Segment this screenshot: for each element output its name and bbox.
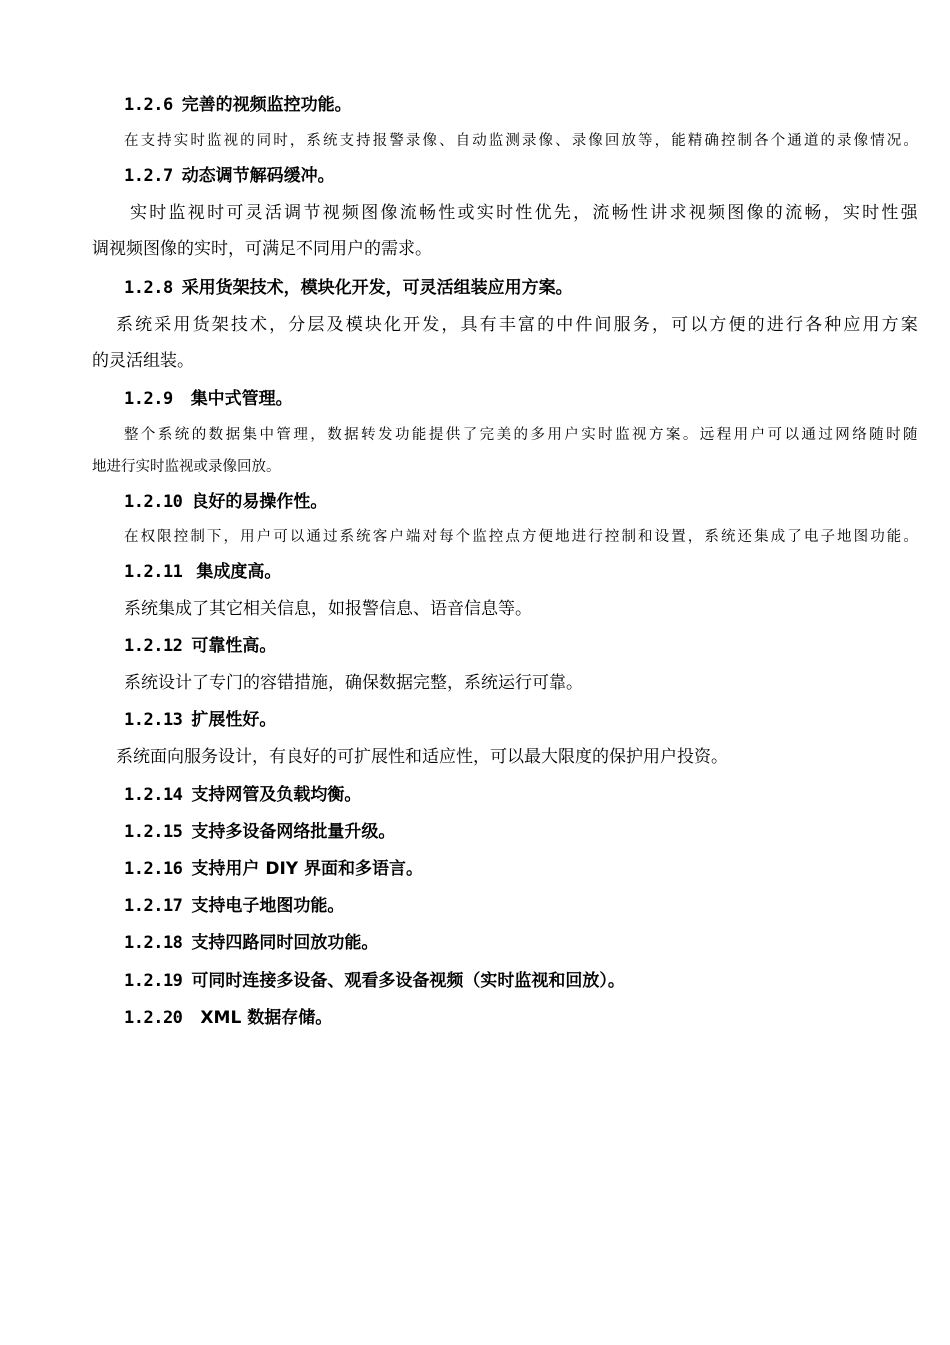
section-heading-1-2-14 bbox=[124, 787, 361, 804]
section-number: 1.2.20 bbox=[124, 1008, 183, 1028]
section-number: 1.2.8 bbox=[124, 278, 173, 298]
section-heading-1-2-17 bbox=[124, 898, 344, 915]
paragraph-line: 系统面向服务设计，有良好的可扩展性和适应性，可以最大限度的保护用户投资。 bbox=[116, 747, 728, 767]
section-heading-1-2-12 bbox=[124, 638, 276, 655]
section-heading-1-2-6 bbox=[124, 97, 352, 114]
paragraph-line: 系统设计了专门的容错措施，确保数据完整，系统运行可靠。 bbox=[124, 673, 583, 693]
section-title: 集成度高。 bbox=[196, 562, 282, 582]
section-number: 1.2.10 bbox=[124, 492, 183, 512]
section-number: 1.2.13 bbox=[124, 710, 183, 730]
section-number: 1.2.15 bbox=[124, 822, 183, 842]
paragraph-line: 调视频图像的实时，可满足不同用户的需求。 bbox=[92, 239, 432, 259]
section-heading-1-2-7 bbox=[124, 168, 335, 185]
section-title: 集中式管理。 bbox=[190, 389, 293, 409]
paragraph-line: 系统集成了其它相关信息，如报警信息、语音信息等。 bbox=[124, 599, 532, 619]
section-number: 1.2.18 bbox=[124, 933, 183, 953]
section-number: 1.2.14 bbox=[124, 785, 183, 805]
section-number: 1.2.12 bbox=[124, 636, 183, 656]
section-number: 1.2.9 bbox=[124, 389, 173, 409]
section-heading-1-2-16 bbox=[124, 861, 423, 878]
section-title: 支持电子地图功能。 bbox=[191, 896, 345, 916]
section-title: 采用货架技术，模块化开发，可灵活组装应用方案。 bbox=[181, 278, 573, 298]
section-heading-1-2-15 bbox=[124, 824, 395, 841]
section-heading-1-2-20 bbox=[124, 1010, 332, 1027]
section-heading-1-2-11 bbox=[124, 564, 281, 581]
section-number: 1.2.11 bbox=[124, 562, 183, 582]
section-number: 1.2.16 bbox=[124, 859, 183, 879]
section-heading-1-2-19 bbox=[124, 973, 625, 990]
section-heading-1-2-8 bbox=[124, 280, 573, 297]
section-title: 动态调节解码缓冲。 bbox=[181, 166, 335, 186]
section-heading-1-2-18 bbox=[124, 935, 378, 952]
paragraph-line: 地进行实时监视或录像回放。 bbox=[92, 459, 281, 475]
paragraph-line: 在权限控制下，用户可以通过系统客户端对每个监控点方便地进行控制和设置，系统还集成了电子地图功能。 bbox=[124, 529, 920, 545]
section-title: 扩展性好。 bbox=[191, 710, 277, 730]
paragraph-line: 系统采用货架技术，分层及模块化开发，具有丰富的中件间服务，可以方便的进行各种应用方案 bbox=[116, 315, 920, 335]
section-number: 1.2.19 bbox=[124, 971, 183, 991]
section-title: 可同时连接多设备、观看多设备视频（实时监视和回放）。 bbox=[191, 971, 625, 991]
section-number: 1.2.17 bbox=[124, 896, 183, 916]
section-title: 支持多设备网络批量升级。 bbox=[191, 822, 396, 842]
section-number: 1.2.7 bbox=[124, 166, 173, 186]
section-heading-1-2-13 bbox=[124, 712, 276, 729]
paragraph-line: 整个系统的数据集中管理，数据转发功能提供了完美的多用户实时监视方案。远程用户可以通过网络随时随 bbox=[124, 427, 920, 443]
section-title: 完善的视频监控功能。 bbox=[181, 95, 352, 115]
section-heading-1-2-9 bbox=[124, 391, 293, 408]
paragraph-line: 实时监视时可灵活调节视频图像流畅性或实时性优先，流畅性讲求视频图像的流畅，实时性强 bbox=[130, 203, 920, 223]
section-title: 良好的易操作性。 bbox=[191, 492, 328, 512]
section-title: 支持用户 DIY 界面和多语言。 bbox=[191, 859, 424, 879]
section-title: 支持四路同时回放功能。 bbox=[191, 933, 379, 953]
section-number: 1.2.6 bbox=[124, 95, 173, 115]
section-heading-1-2-10 bbox=[124, 494, 327, 511]
paragraph-line: 在支持实时监视的同时，系统支持报警录像、自动监测录像、录像回放等，能精确控制各个通道的录像情况。 bbox=[124, 133, 920, 149]
section-title: 支持网管及负载均衡。 bbox=[191, 785, 362, 805]
section-title: XML 数据存储。 bbox=[200, 1008, 333, 1028]
section-title: 可靠性高。 bbox=[191, 636, 277, 656]
paragraph-line: 的灵活组装。 bbox=[92, 351, 194, 371]
